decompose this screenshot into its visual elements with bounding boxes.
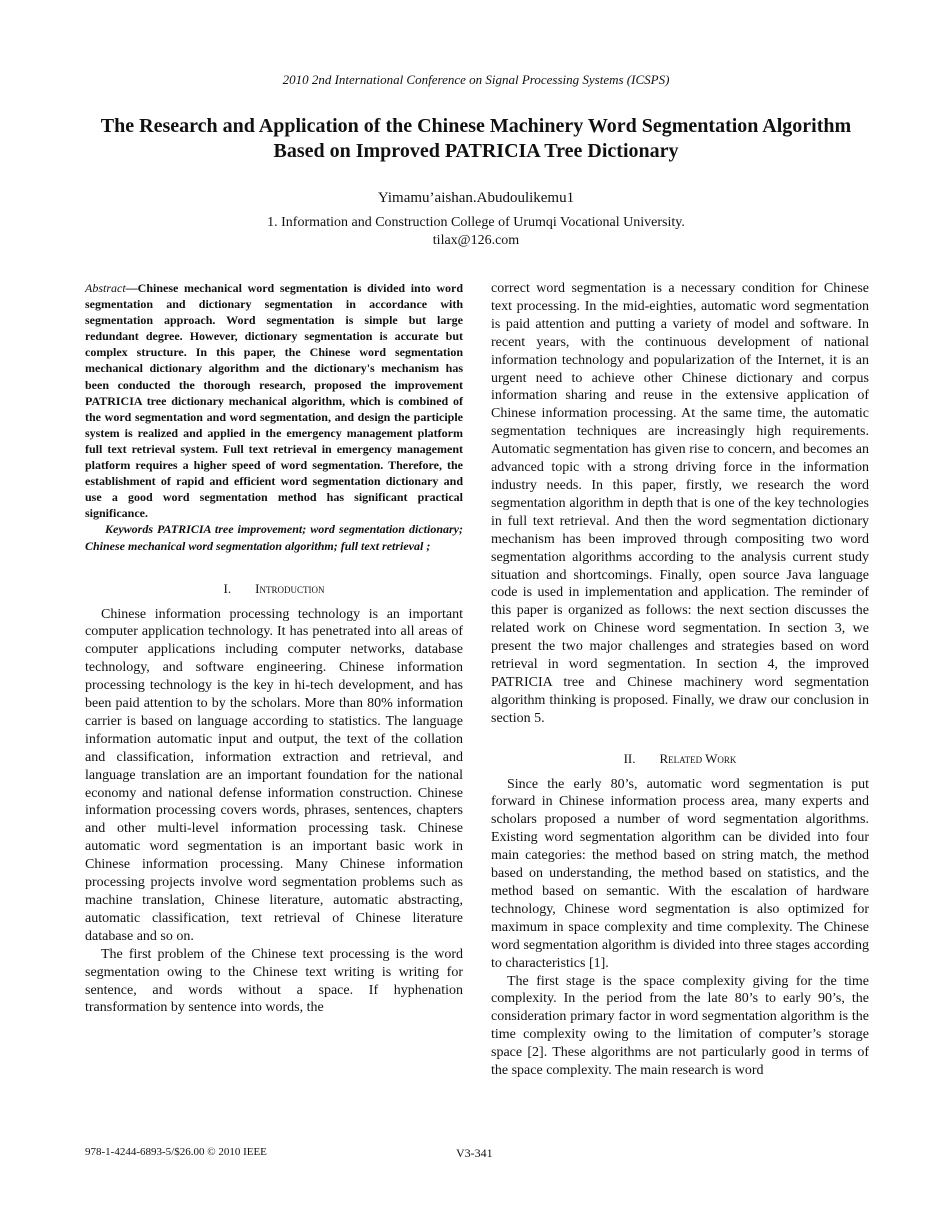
- section-title: Related Work: [659, 750, 737, 766]
- author-name: Yimamu’aishan.Abudoulikemu1: [377, 190, 575, 206]
- section-title: Introduction: [255, 580, 325, 596]
- abstract-lead: Abstract: [85, 281, 126, 295]
- section-heading-related-work: [491, 750, 869, 768]
- intro-paragraph-2: The first problem of the Chinese text processing is the word segmentation owing to the Chinese text writing is writing for sentence, and words without a space. If hyphenation transformation by sentence into words, the: [85, 946, 463, 1016]
- abstract-text: —Chinese mechanical word segmentation is divided into word segmentation and dictionary segmentation in accordance with segmentation approach. Word segmentation is simple but large redundant degree. However, dictionary segmentation is accurate but complex structure. In this paper, the Chinese word segmentation mechanical dictionary algorithm and the dictionary's mechanism has been conducted the thorough research, proposed the improvement PATRICIA tree dictionary mechanical algorithm, which is combined of the word segmentation and word segmentation, and design the participle system is realized and applied in the emergency management platform full text retrieval system. Full text retrieval in emergency management platform requires a higher speed of word segmentation. Therefore, the establishment of rapid and efficient word segmentation dictionary and use a good word segmentation method has significant practical significance.: [85, 281, 463, 521]
- keywords: Keywords PATRICIA tree improvement; word segmentation dictionary; Chinese mechanical word segmentation algorithm; full text retrieval ;: [85, 522, 463, 553]
- page-number: V3-341: [456, 1146, 493, 1160]
- left-column: [85, 280, 463, 1017]
- right-column: [491, 280, 869, 1080]
- author-email: tilax@126.com: [432, 233, 520, 248]
- footer-isbn: 978-1-4244-6893-5/$26.00 © 2010 IEEE: [85, 1146, 267, 1158]
- section-heading-introduction: [85, 580, 463, 598]
- related-work-paragraph-2: The first stage is the space complexity giving for the time complexity. In the period from the late 80’s to early 90’s, the consideration primary factor in word segmentation algorithm is the time complexity owing to the limitation of computer’s storage space [2]. These algorithms are not particularly good in terms of the space complexity. The main research is word: [491, 973, 869, 1079]
- affiliation-block: [0, 214, 952, 250]
- intro-paragraph-2-continued: correct word segmentation is a necessary condition for Chinese text processing. In the mid-eighties, automatic word segmentation is paid attention and putting a variety of model and software. In recent years, with the continuous development of national information technology and popularization of the Internet, it is an urgent need to achieve other Chinese dictionary and corpus information sharing and reuse in the extensive application of Chinese information processing. At the same time, the automatic segmentation techniques are increasingly high requirements. Automatic segmentation has given rise to concern, and becomes an advanced topic with a strong driving force in the information industry needs. In this paper, firstly, we research the word segmentation algorithm in depth that is one of the key technologies in full text retrieval. And then the word segmentation dictionary mechanism has been improved through compositing two word segmentation algorithms according to the analysis current study situation and shortcomings. Finally, open source Java language code is used in implementation and application. The reminder of this paper is organized as follows: the next section discusses the related work on Chinese word segmentation. In section 3, we present the two major challenges and strategies based on word retrieval in word segmentation. In section 4, the improved PATRICIA tree and Chinese machinery word segmentation algorithm thinking is proposed. Finally, we draw our conclusion in section 5.: [491, 281, 869, 726]
- conference-header: 2010 2nd International Conference on Signal Processing Systems (ICSPS): [282, 72, 670, 87]
- affiliation: 1. Information and Construction College of Urumqi Vocational University.: [267, 215, 685, 230]
- section-number: I.: [223, 580, 232, 596]
- paper-title: The Research and Application of the Chinese Machinery Word Segmentation Algorithm Based on Improved PATRICIA Tree Dictionary: [100, 115, 852, 162]
- abstract: [85, 280, 463, 521]
- section-number: II.: [623, 750, 636, 766]
- intro-paragraph-1: Chinese information processing technology is an important computer application technology. It has penetrated into all areas of computer applications including computer networks, database technology, and software engineering. Chinese information processing technology is the key in hi-tech development, and has been paid attention to by the scholars. More than 80% information carrier is based on language according to statistics. The language information automatic input and output, the text of the collation and classification, information extraction and retrieval, and language translation are an important foundation for the national economy and national defense information construction. Chinese information processing covers words, phrases, sentences, chapters and other multi-level information processing task. Chinese automatic word segmentation is an important basic work in Chinese information processing. Many Chinese information processing projects involve word segmentation problems such as machine translation, Chinese literature, automatic abstracting, automatic classification, text retrieval of Chinese literature database and so on.: [85, 606, 463, 944]
- related-work-paragraph-1: Since the early 80’s, automatic word segmentation is put forward in Chinese information process area, many experts and scholars proposed a number of word segmentation algorithms. Existing word segmentation algorithm can be divided into four main categories: the method based on string match, the method based on understanding, the method based on statistics, and the method based on semantic. With the escalation of hardware technology, Chinese word segmentation is also optimized for maximum in space complexity and time complexity. The Chinese word segmentation algorithm is divided into three stages according to characteristics [1].: [491, 776, 869, 971]
